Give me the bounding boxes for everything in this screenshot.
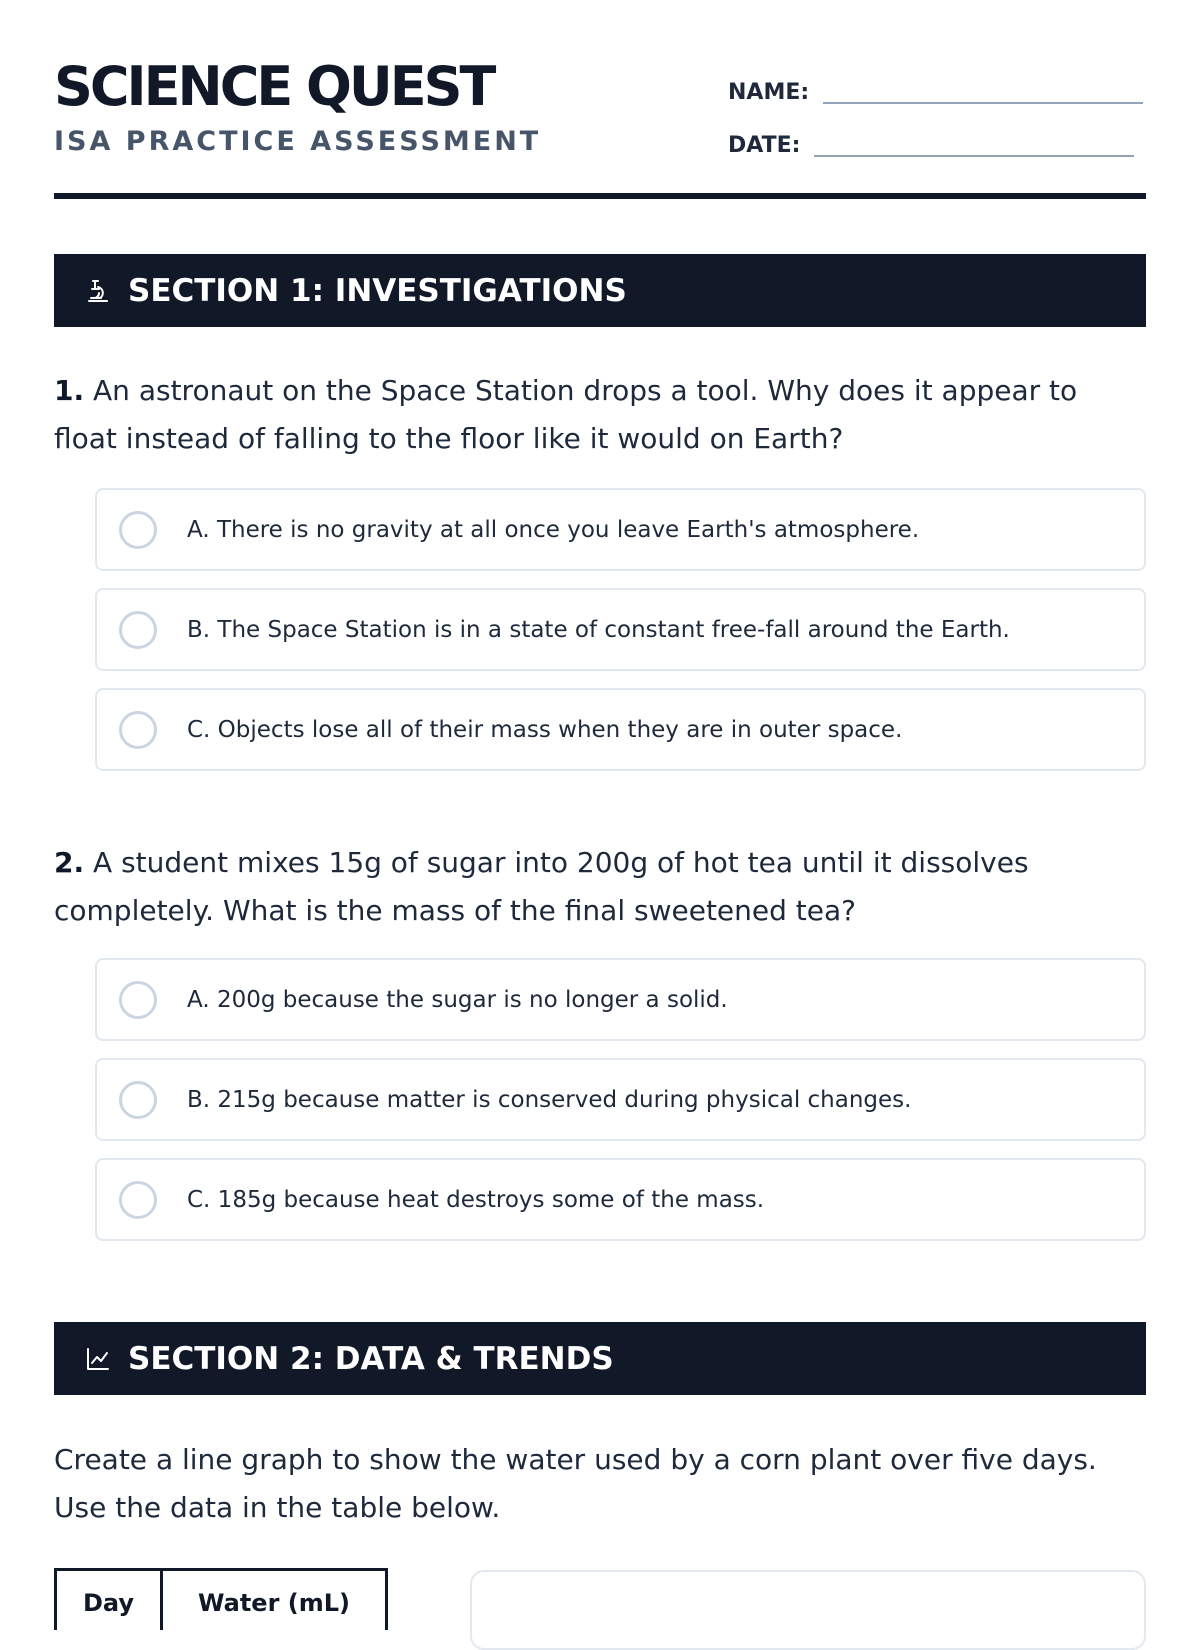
date-input-line[interactable] bbox=[814, 131, 1134, 157]
option-label: B. The Space Station is in a state of constant free-fall around the Earth. bbox=[187, 616, 1010, 643]
table-header-day: Day bbox=[56, 1570, 162, 1630]
radio-button[interactable] bbox=[119, 1181, 157, 1219]
question-2 bbox=[54, 839, 1146, 935]
section-2-header bbox=[54, 1322, 1146, 1395]
date-field[interactable] bbox=[728, 131, 1134, 157]
microscope-icon bbox=[84, 277, 112, 305]
section-1-header bbox=[54, 254, 1146, 327]
radio-button[interactable] bbox=[119, 611, 157, 649]
section-2-title: SECTION 2: DATA & TRENDS bbox=[128, 1340, 614, 1377]
q1-option-a[interactable] bbox=[95, 488, 1146, 571]
name-field[interactable] bbox=[728, 78, 1143, 104]
radio-button[interactable] bbox=[119, 511, 157, 549]
q2-option-c[interactable] bbox=[95, 1158, 1146, 1241]
name-label: NAME: bbox=[728, 80, 810, 105]
date-label: DATE: bbox=[728, 133, 801, 158]
option-label: B. 215g because matter is conserved during physical changes. bbox=[187, 1086, 912, 1113]
section-1-title: SECTION 1: INVESTIGATIONS bbox=[128, 272, 627, 309]
question-text: A student mixes 15g of sugar into 200g of hot tea until it dissolves completely. What is the mass of the final sweetened tea? bbox=[54, 846, 1029, 927]
header-divider bbox=[54, 193, 1146, 199]
question-text: An astronaut on the Space Station drops a tool. Why does it appear to float instead of falling to the floor like it would on Earth? bbox=[54, 374, 1078, 455]
option-label: C. Objects lose all of their mass when they are in outer space. bbox=[187, 716, 903, 743]
water-data-table bbox=[54, 1568, 388, 1630]
brand-title: SCIENCE QUEST bbox=[54, 55, 494, 118]
q2-option-a[interactable] bbox=[95, 958, 1146, 1041]
graph-drawing-area[interactable] bbox=[470, 1570, 1146, 1650]
table-header-row bbox=[56, 1570, 387, 1630]
q2-option-b[interactable] bbox=[95, 1058, 1146, 1141]
assessment-subtitle: ISA PRACTICE ASSESSMENT bbox=[54, 126, 542, 157]
worksheet-page bbox=[54, 0, 1146, 1617]
name-input-line[interactable] bbox=[823, 78, 1143, 104]
option-label: A. 200g because the sugar is no longer a solid. bbox=[187, 986, 728, 1013]
option-label: A. There is no gravity at all once you leave Earth's atmosphere. bbox=[187, 516, 920, 543]
question-1 bbox=[54, 367, 1146, 463]
chart-line-icon bbox=[84, 1345, 112, 1373]
radio-button[interactable] bbox=[119, 981, 157, 1019]
question-number: 1. bbox=[54, 374, 85, 407]
option-label: C. 185g because heat destroys some of the mass. bbox=[187, 1186, 765, 1213]
table-header-water: Water (mL) bbox=[198, 1589, 350, 1617]
section-2-instructions: Create a line graph to show the water used by a corn plant over five days. Use the data in the table below. bbox=[54, 1443, 1097, 1524]
q1-option-c[interactable] bbox=[95, 688, 1146, 771]
radio-button[interactable] bbox=[119, 711, 157, 749]
q1-option-b[interactable] bbox=[95, 588, 1146, 671]
radio-button[interactable] bbox=[119, 1081, 157, 1119]
question-number: 2. bbox=[54, 846, 85, 879]
